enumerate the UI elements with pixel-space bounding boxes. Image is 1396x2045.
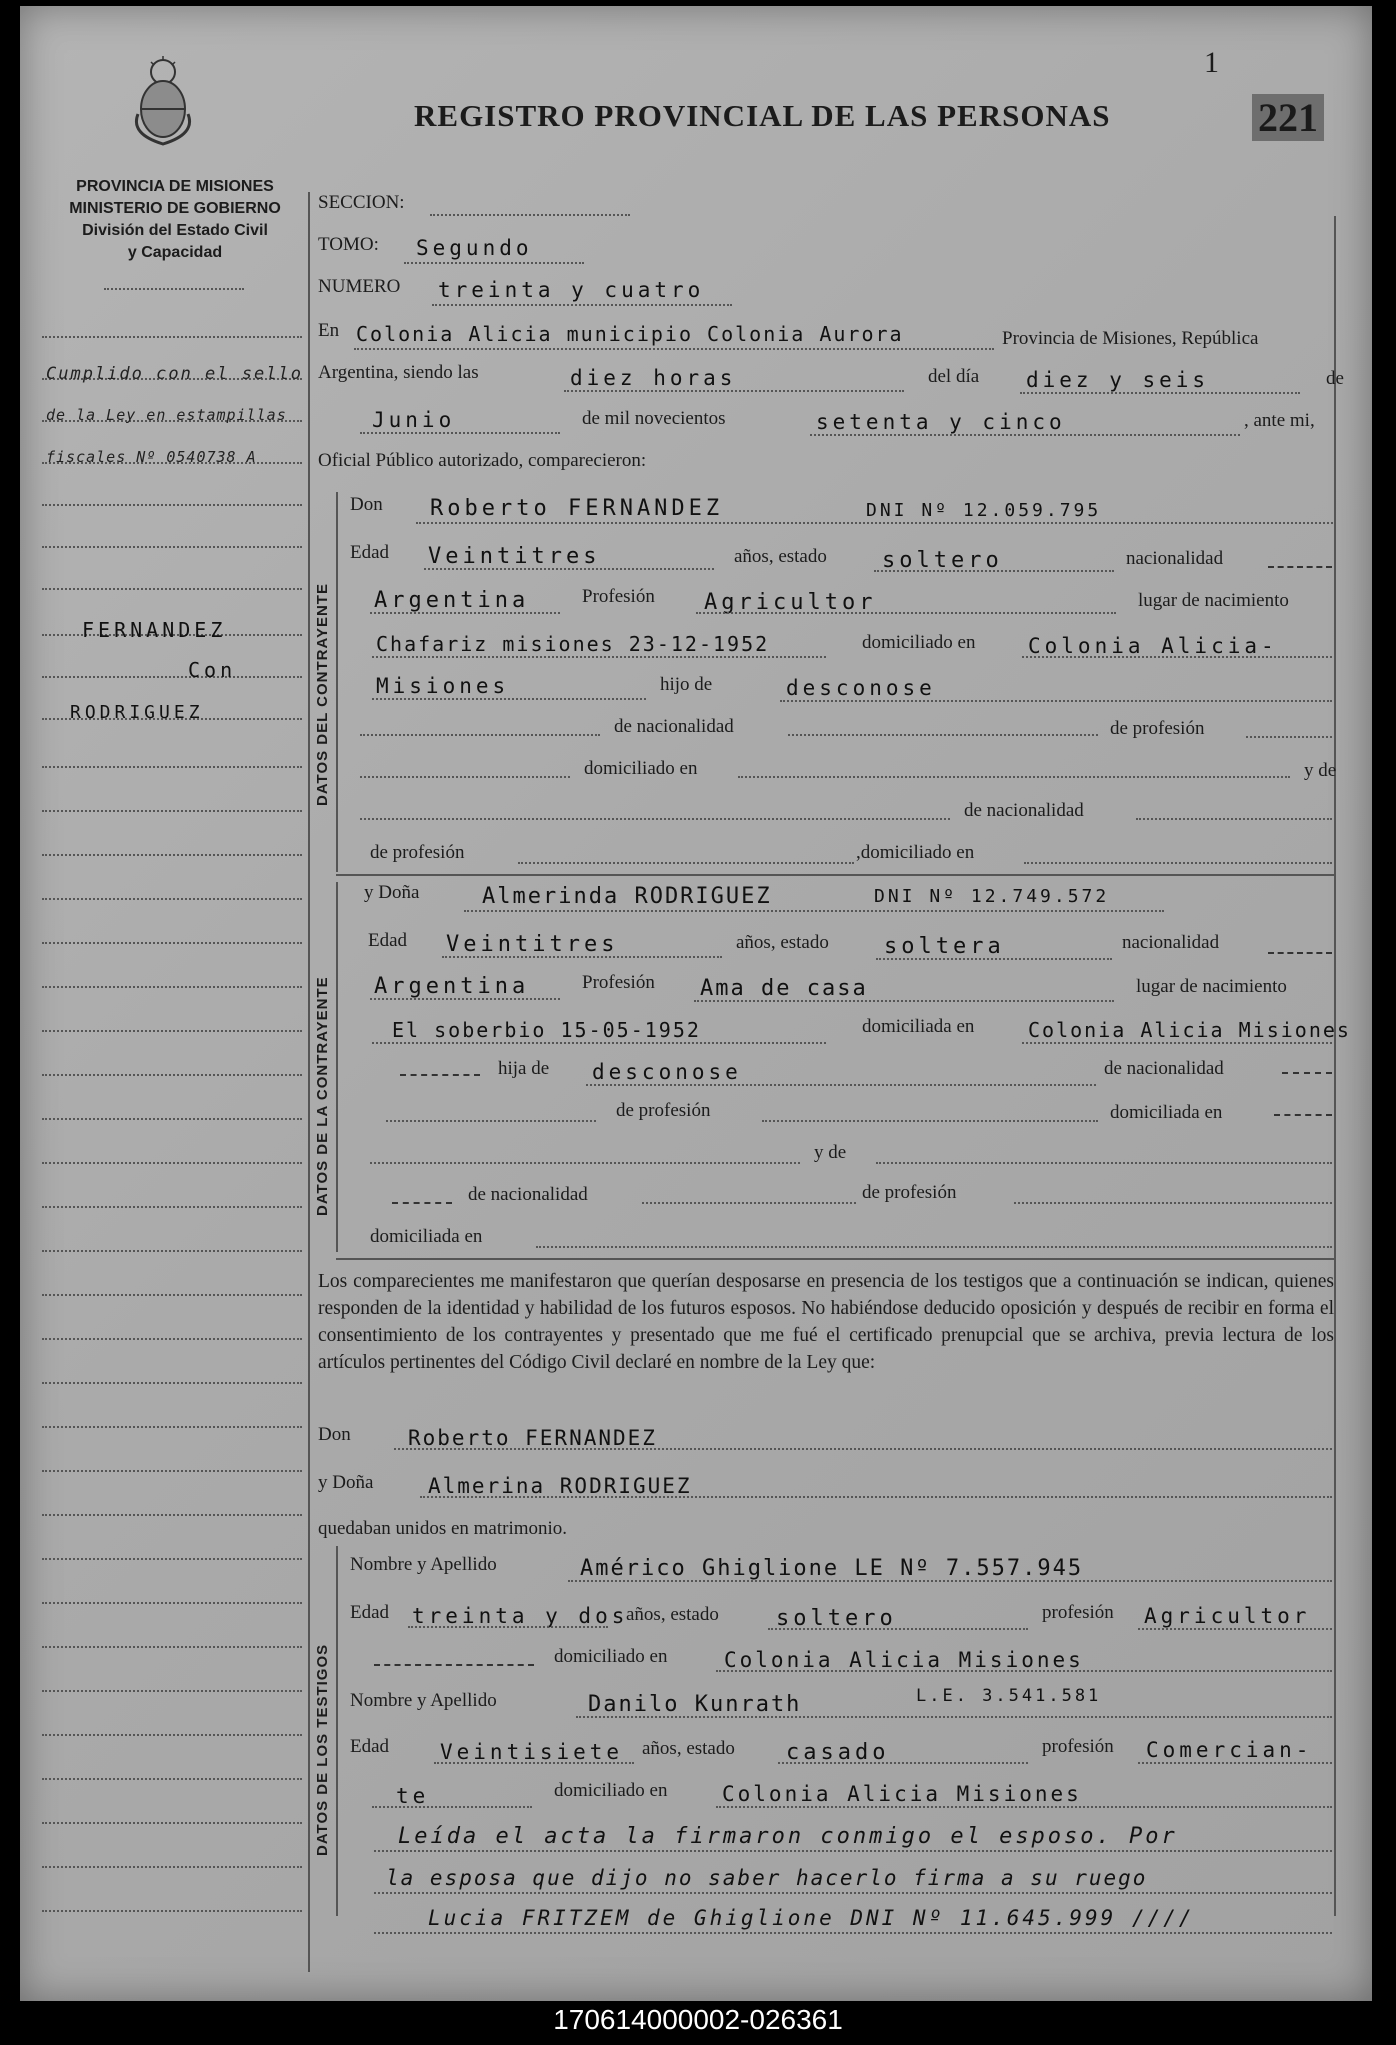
org-line: y Capacidad — [127, 244, 223, 261]
bride-lugar-line — [372, 1042, 826, 1044]
groom-prof-line — [696, 612, 1116, 614]
del-dia-text: del día — [928, 366, 980, 387]
groom-estado: soltero — [882, 548, 1003, 573]
bride-father-dom-label: domiciliada en — [1110, 1102, 1223, 1123]
declaration-paragraph: Los comparecientes me manifestaron que querían desposarse en presencia de los testigos que a continuación se indican, quienes responden de la identidad y habilidad de los futuros esposos. No habiéndose deducido oposición y después de recibir en forma el consentimiento de los contrayentes y presentado que me fué el certificado prenupcial que se archiva, previa lectura de los artículos pertinentes del Código Civil declaré en nombre de la Ley que: — [318, 1271, 1334, 1373]
groom-mother-dom-label: ,domiciliado en — [856, 842, 975, 863]
groom-nacionalidad-label: nacionalidad — [1126, 548, 1224, 569]
column-divider — [308, 192, 310, 1972]
margin-note-line: de la Ley en estampillas — [46, 406, 287, 424]
groom-nac-line — [1268, 566, 1332, 568]
contrayente-side-label: DATOS DEL CONTRAYENTE — [314, 583, 331, 806]
t2-profesion-label: profesión — [1042, 1736, 1114, 1757]
witness2-profesion-cont: te — [396, 1784, 430, 1808]
hour-line — [564, 390, 904, 392]
closing-line-2-rule — [374, 1892, 1332, 1894]
t1-dom-line — [716, 1670, 1332, 1672]
bride-domiciliada-label: domiciliada en — [862, 1016, 975, 1037]
issuing-authority — [40, 176, 310, 264]
witness1-edad: treinta y dos — [412, 1604, 629, 1628]
hour-value: diez horas — [570, 366, 737, 390]
bride-mother-dom-blank — [536, 1246, 1332, 1248]
bride-lugar-label: lugar de nacimiento — [1136, 976, 1287, 997]
bride-father-prof-blank — [762, 1120, 1098, 1122]
margin-surname-bride: RODRIGUEZ — [70, 702, 204, 723]
margin-surname-groom: FERNANDEZ — [82, 618, 227, 642]
mother-blank — [360, 818, 950, 820]
register-stamp-number: 221 — [1252, 94, 1324, 141]
bride-padre: desconose — [592, 1060, 742, 1084]
ante-mi-text: , ante mi, — [1244, 410, 1315, 431]
bride-lugar: El soberbio 15-05-1952 — [392, 1018, 701, 1042]
t2-edad-label: Edad — [350, 1736, 390, 1757]
bride-father-blank — [386, 1120, 596, 1122]
bride-mother-blank — [876, 1162, 1332, 1164]
bride-nacionalidad: Argentina — [374, 974, 530, 999]
closing-line-1: Leída el acta la firmaron conmigo el esposo. Por — [398, 1824, 1178, 1849]
coat-of-arms-emblem — [128, 54, 198, 146]
groom-y-de-label: y de — [1304, 760, 1337, 781]
groom-lugar-label: lugar de nacimiento — [1138, 590, 1289, 611]
decl-bride-line — [420, 1496, 1332, 1498]
org-line: PROVINCIA DE MISIONES — [76, 178, 274, 195]
bride-father-prof-label: de profesión — [616, 1100, 711, 1121]
province-text: Provincia de Misiones, República — [1002, 328, 1259, 349]
argentina-text: Argentina, siendo las — [318, 362, 479, 383]
witness2-edad: Veintisiete — [440, 1740, 624, 1764]
t1-profesion-label: profesión — [1042, 1602, 1114, 1623]
bride-estado-line — [876, 958, 1112, 960]
dona-label: y Doña — [364, 882, 420, 903]
page-number: 1 — [1204, 46, 1219, 79]
witness1-name: Américo Ghiglione LE Nº 7.557.945 — [580, 1556, 1084, 1581]
groom-father-nac-label: de nacionalidad — [614, 716, 734, 737]
oficial-text: Oficial Público autorizado, comparecieron: — [318, 450, 647, 471]
witness1-estado: soltero — [776, 1606, 897, 1631]
t2-edad-line — [434, 1762, 634, 1764]
groom-lugar-line — [372, 656, 826, 658]
t2-estado-line — [778, 1762, 1028, 1764]
day-value: diez y seis — [1026, 368, 1210, 392]
contrayente-bracket — [336, 492, 338, 872]
bride-estado-label: años, estado — [736, 932, 829, 953]
barcode-footer-text: 170614000002-026361 — [553, 2004, 843, 2035]
don-label: Don — [350, 494, 383, 515]
mother-nac-blank — [1136, 818, 1332, 820]
testigos-bracket — [336, 1546, 338, 1916]
groom-domiciliado-label: domiciliado en — [862, 632, 976, 653]
year-value: setenta y cinco — [816, 410, 1066, 434]
father-blank — [360, 734, 600, 736]
org-line: MINISTERIO DE GOBIERNO — [69, 200, 281, 217]
contrayenta-side-label: DATOS DE LA CONTRAYENTE — [314, 976, 331, 1216]
bride-mother-dom-label: domiciliada en — [370, 1226, 483, 1247]
witness2-domicilio: Colonia Alicia Misiones — [722, 1782, 1082, 1806]
contrayenta-separator — [336, 1258, 1334, 1260]
de-text: de — [1326, 368, 1344, 389]
groom-name-line — [416, 522, 1336, 524]
witness2-name: Danilo Kunrath — [588, 1692, 802, 1717]
t1-dom-prefix — [374, 1664, 534, 1666]
t1-name-line — [568, 1580, 1332, 1582]
margin-note-line: fiscales Nº 0540738 A — [46, 448, 257, 466]
page-title: REGISTRO PROVINCIAL DE LAS PERSONAS — [414, 98, 1111, 133]
t2-name-line — [576, 1716, 1332, 1718]
bride-father-nac-blank — [1282, 1072, 1332, 1074]
groom-profesion: Agricultor — [704, 590, 877, 615]
de-mil-text: de mil novecientos — [582, 408, 726, 429]
groom-mother-nac-label: de nacionalidad — [964, 800, 1084, 821]
t2-prof-line — [1138, 1762, 1332, 1764]
groom-dom2-line — [372, 698, 646, 700]
bride-father-dom-blank — [1274, 1114, 1332, 1116]
t2-dom-line — [716, 1806, 1332, 1808]
unidos-text: quedaban unidos en matrimonio. — [318, 1518, 568, 1539]
groom-domicilio-cont: Misiones — [376, 674, 510, 698]
year-line — [810, 434, 1240, 436]
groom-father-dom-label: domiciliado en — [584, 758, 698, 779]
bride-father-dom2-blank — [370, 1162, 800, 1164]
bride-nac-value-line — [370, 998, 560, 1000]
numero-label: NUMERO — [318, 276, 401, 297]
t1-domiciliado-label: domiciliado en — [554, 1646, 668, 1667]
bride-name: Almerinda RODRIGUEZ — [482, 884, 772, 909]
groom-edad-label: Edad — [350, 542, 390, 563]
bride-nac-line — [1268, 952, 1332, 954]
t1-nombre-label: Nombre y Apellido — [350, 1554, 497, 1575]
closing-line-1-rule — [374, 1850, 1332, 1852]
groom-domicilio: Colonia Alicia- — [1028, 634, 1278, 658]
groom-estado-label: años, estado — [734, 546, 827, 567]
seccion-line — [430, 214, 630, 216]
bride-dni: DNI Nº 12.749.572 — [874, 886, 1110, 907]
groom-father-prof-label: de profesión — [1110, 718, 1205, 739]
closing-line-2: la esposa que dijo no saber hacerlo firma a su ruego — [386, 1866, 1148, 1890]
father-nac-blank — [788, 734, 1098, 736]
bride-hija-blank — [400, 1074, 480, 1076]
t1-edad-line — [408, 1626, 608, 1628]
month-value: Junio — [372, 408, 456, 432]
father-prof2-blank — [360, 776, 570, 778]
month-line — [360, 432, 560, 434]
bride-edad-label: Edad — [368, 930, 408, 951]
bride-edad-line — [442, 956, 722, 958]
bride-edad: Veintitres — [446, 932, 619, 957]
tomo-value: Segundo — [416, 236, 533, 260]
en-label: En — [318, 320, 340, 341]
bride-y-de-label: y de — [814, 1142, 847, 1163]
mother-prof-blank — [518, 862, 854, 864]
t1-prof-line — [1138, 1628, 1332, 1630]
mother-dom-blank — [1024, 862, 1332, 864]
closing-line-3: Lucia FRITZEM de Ghiglione DNI Nº 11.645.999 //// — [428, 1906, 1195, 1930]
groom-dni: DNI Nº 12.059.795 — [866, 500, 1102, 521]
t2-estado-label: años, estado — [642, 1738, 735, 1759]
bride-mother-nac-label: de nacionalidad — [468, 1184, 588, 1205]
day-line — [1020, 392, 1300, 394]
bride-profesion-label: Profesión — [582, 972, 655, 993]
place-value: Colonia Alicia municipio Colonia Aurora — [356, 322, 904, 346]
testigos-side-label: DATOS DE LOS TESTIGOS — [314, 1643, 331, 1856]
decl-groom-line — [394, 1448, 1332, 1450]
place-line — [354, 348, 994, 350]
groom-mother-prof-label: de profesión — [370, 842, 465, 863]
bride-father-nac-label: de nacionalidad — [1104, 1058, 1224, 1079]
bride-estado: soltera — [884, 934, 1005, 959]
seccion-label: SECCION: — [318, 192, 405, 213]
contrayenta-bracket — [336, 882, 338, 1252]
t1-edad-label: Edad — [350, 1602, 390, 1623]
bride-domicilio: Colonia Alicia Misiones — [1028, 1018, 1351, 1042]
bride-prof-line — [694, 1000, 1114, 1002]
groom-padre: desconose — [786, 676, 936, 700]
t2-domiciliado-label: domiciliado en — [554, 1780, 668, 1801]
groom-edad-line — [424, 568, 714, 570]
bride-padre-line — [586, 1084, 1096, 1086]
t2-prof2-line — [372, 1806, 532, 1808]
groom-profesion-label: Profesión — [582, 586, 655, 607]
closing-line-3-rule — [374, 1932, 1332, 1934]
org-underline — [104, 288, 244, 290]
t1-estado-line — [768, 1628, 1028, 1630]
t2-nombre-label: Nombre y Apellido — [350, 1690, 497, 1711]
bride-profesion: Ama de casa — [700, 976, 868, 1001]
bride-mother-prof-blank — [1014, 1202, 1332, 1204]
groom-estado-line — [874, 570, 1114, 572]
witness1-profesion: Agricultor — [1144, 1604, 1311, 1628]
decl-bride-name: Almerina RODRIGUEZ — [428, 1474, 692, 1498]
groom-nacionalidad: Argentina — [374, 588, 530, 613]
numero-line — [432, 304, 732, 306]
bride-mother-nac-blank — [642, 1202, 856, 1204]
father-prof-blank — [1246, 736, 1332, 738]
tomo-line — [404, 262, 584, 264]
right-border — [1334, 216, 1336, 1916]
bride-nacionalidad-label: nacionalidad — [1122, 932, 1220, 953]
margin-note-line: Cumplido con el sello — [46, 364, 303, 384]
groom-padre-line — [780, 700, 1332, 702]
decl-don-label: Don — [318, 1424, 351, 1445]
bride-mother-nac-prefix — [392, 1202, 452, 1204]
bride-dom-line — [1022, 1042, 1332, 1044]
groom-edad: Veintitres — [428, 544, 601, 569]
bride-hija-label: hija de — [498, 1058, 550, 1079]
org-line: División del Estado Civil — [82, 222, 268, 239]
groom-hijo-label: hijo de — [660, 674, 713, 695]
tomo-label: TOMO: — [318, 234, 379, 255]
groom-name: Roberto FERNANDEZ — [430, 496, 724, 521]
groom-lugar: Chafariz misiones 23-12-1952 — [376, 632, 770, 656]
groom-nac-value-line — [370, 612, 560, 614]
witness2-estado: casado — [786, 1740, 890, 1765]
numero-value: treinta y cuatro — [438, 278, 705, 302]
contrayente-separator — [336, 874, 1334, 876]
groom-dom-line — [1022, 656, 1332, 658]
bride-mother-prof-label: de profesión — [862, 1182, 957, 1203]
witness2-profesion: Comercian- — [1146, 1738, 1313, 1762]
father-dom-blank — [738, 776, 1290, 778]
witness1-domicilio: Colonia Alicia Misiones — [724, 1648, 1084, 1672]
t1-estado-label: años, estado — [626, 1604, 719, 1625]
bride-name-line — [464, 910, 1164, 912]
decl-groom-name: Roberto FERNANDEZ — [408, 1426, 657, 1450]
witness2-doc: L.E. 3.541.581 — [916, 1686, 1102, 1706]
decl-dona-label: y Doña — [318, 1472, 374, 1493]
margin-con: Con — [188, 658, 237, 682]
document-sheet — [20, 6, 1372, 2001]
